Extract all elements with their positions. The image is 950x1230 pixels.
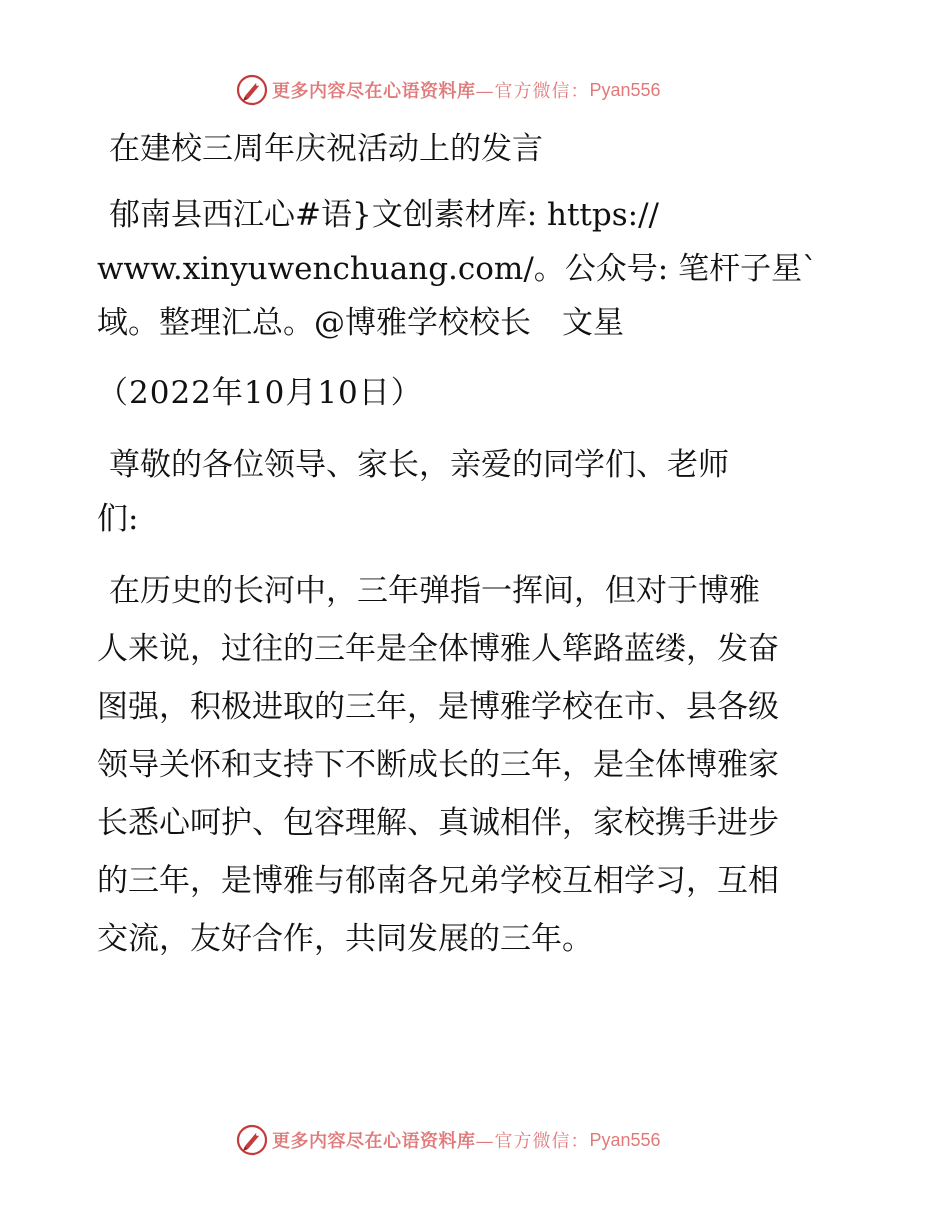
body-line: 领导关怀和支持下不断成长的三年，是全体博雅家 xyxy=(97,747,779,783)
watermark-wechat-label: —官方微信： xyxy=(475,81,590,102)
footer-watermark-banner xyxy=(236,1122,716,1158)
greeting xyxy=(97,438,857,546)
watermark-wechat-label: —官方微信： xyxy=(475,1131,590,1152)
body-line: 人来说，过往的三年是全体博雅人筚路蓝缕，发奋 xyxy=(97,631,779,667)
body-line: 图强，积极进取的三年，是博雅学校在市、县各级 xyxy=(97,689,779,725)
source-line: www.xinyuwenchuang.com/。公众号: 笔杆子星` xyxy=(97,251,818,287)
pen-nib-logo-icon xyxy=(236,1124,268,1156)
source-note xyxy=(97,188,857,350)
body-paragraph xyxy=(97,562,857,968)
watermark-wechat-id: Pyan556 xyxy=(589,1129,661,1150)
body-line: 的三年，是博雅与郁南各兄弟学校互相学习，互相 xyxy=(97,863,779,899)
document-title: 在建校三周年庆祝活动上的发言 xyxy=(109,131,543,167)
watermark-main-text: 更多内容尽在心语资料库 xyxy=(272,1131,476,1152)
header-watermark-banner xyxy=(236,72,716,108)
speech-date: （2022年10月10日） xyxy=(97,375,423,411)
body-line: 长悉心呵护、包容理解、真诚相伴，家校携手进步 xyxy=(97,805,779,841)
body-line: 在历史的长河中，三年弹指一挥间，但对于博雅 xyxy=(109,573,760,609)
document-body xyxy=(97,122,857,968)
greeting-line: 尊敬的各位领导、家长，亲爱的同学们、老师 xyxy=(109,447,729,483)
watermark-wechat-id: Pyan556 xyxy=(589,79,661,100)
body-line: 交流，友好合作，共同发展的三年。 xyxy=(97,921,593,957)
greeting-line: 们: xyxy=(97,501,139,537)
watermark-main-text: 更多内容尽在心语资料库 xyxy=(272,81,476,102)
pen-nib-logo-icon xyxy=(236,74,268,106)
source-line: 郁南县西江心#语}文创素材库: https:// xyxy=(109,197,659,233)
source-line: 域。整理汇总。@博雅学校校长 文星 xyxy=(97,305,624,341)
